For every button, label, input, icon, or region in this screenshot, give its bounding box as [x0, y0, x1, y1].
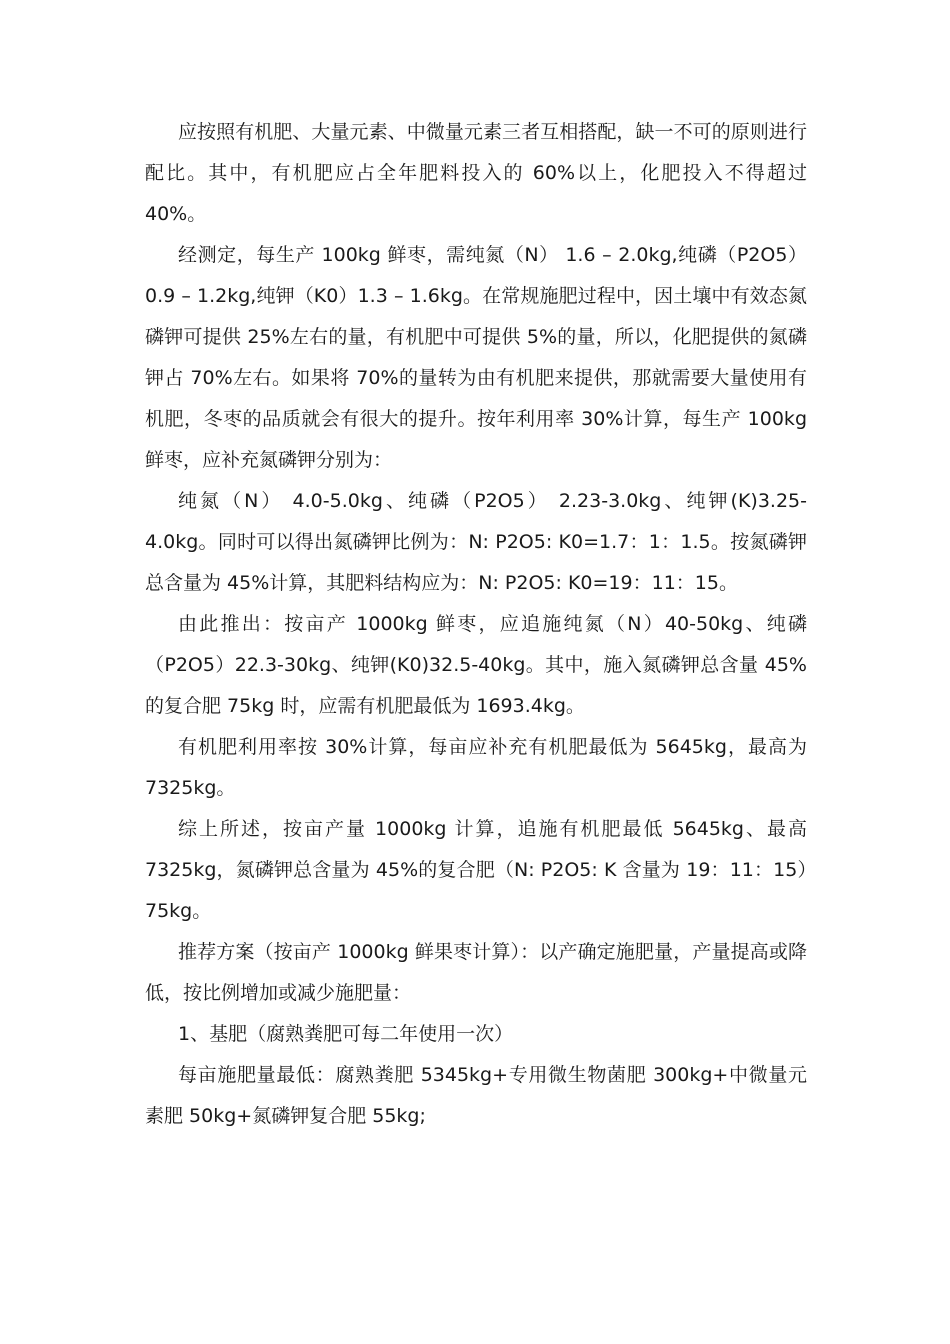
document-body	[145, 112, 807, 1137]
paragraph-minimum-application: 每亩施肥量最低：腐熟粪肥 5345kg+专用微生物菌肥 300kg+中微量元素肥 50kg+氮磷钾复合肥 55kg;	[145, 1064, 807, 1127]
paragraph-base-fertilizer-heading: 1、基肥（腐熟粪肥可每二年使用一次）	[178, 1023, 514, 1045]
paragraph-fertilizer-ratio-principle: 应按照有机肥、大量元素、中微量元素三者互相搭配，缺一不可的原则进行配比。其中，有机肥应占全年肥料投入的 60%以上，化肥投入不得超过 40%。	[145, 121, 807, 225]
paragraph-recommended-plan: 推荐方案（按亩产 1000kg 鲜果枣计算）：以产确定施肥量，产量提高或降低，按比例增加或减少施肥量：	[145, 941, 807, 1004]
paragraph-per-mu-requirement: 由此推出：按亩产 1000kg 鲜枣，应追施纯氮（N）40-50kg、纯磷（P2O5）22.3-30kg、纯钾(K0)32.5-40kg。其中，施入氮磷钾总含量 45%的复合肥 75kg 时，应需有机肥最低为 1693.4kg。	[145, 613, 807, 717]
paragraph-summary: 综上所述，按亩产量 1000kg 计算，追施有机肥最低 5645kg、最高 7325kg，氮磷钾总含量为 45%的复合肥（N: P2O5: K 含量为 19：11：15）75kg。	[145, 818, 807, 922]
paragraph-organic-utilization: 有机肥利用率按 30%计算，每亩应补充有机肥最低为 5645kg，最高为 7325kg。	[145, 736, 807, 799]
paragraph-nutrient-measurement: 经测定，每生产 100kg 鲜枣，需纯氮（N） 1.6 – 2.0kg,纯磷（P2O5）0.9 – 1.2kg,纯钾（K0）1.3 – 1.6kg。在常规施肥过程中，因土壤中有效态氮磷钾可提供 25%左右的量，有机肥中可提供 5%的量，所以，化肥提供的氮磷钾占 70%左右。如果将 70%的量转为由有机肥来提供，那就需要大量使用有机肥，冬枣的品质就会有很大的提升。按年利用率 30%计算，每生产 100kg 鲜枣，应补充氮磷钾分别为：	[145, 244, 807, 471]
paragraph-npk-per-100kg: 纯氮（N） 4.0-5.0kg、纯磷（P2O5） 2.23-3.0kg、纯钾(K)3.25-4.0kg。同时可以得出氮磷钾比例为：N: P2O5: K0=1.7：1：1.5。按氮磷钾总含量为 45%计算，其肥料结构应为：N: P2O5: K0=19：11：15。	[145, 490, 807, 594]
